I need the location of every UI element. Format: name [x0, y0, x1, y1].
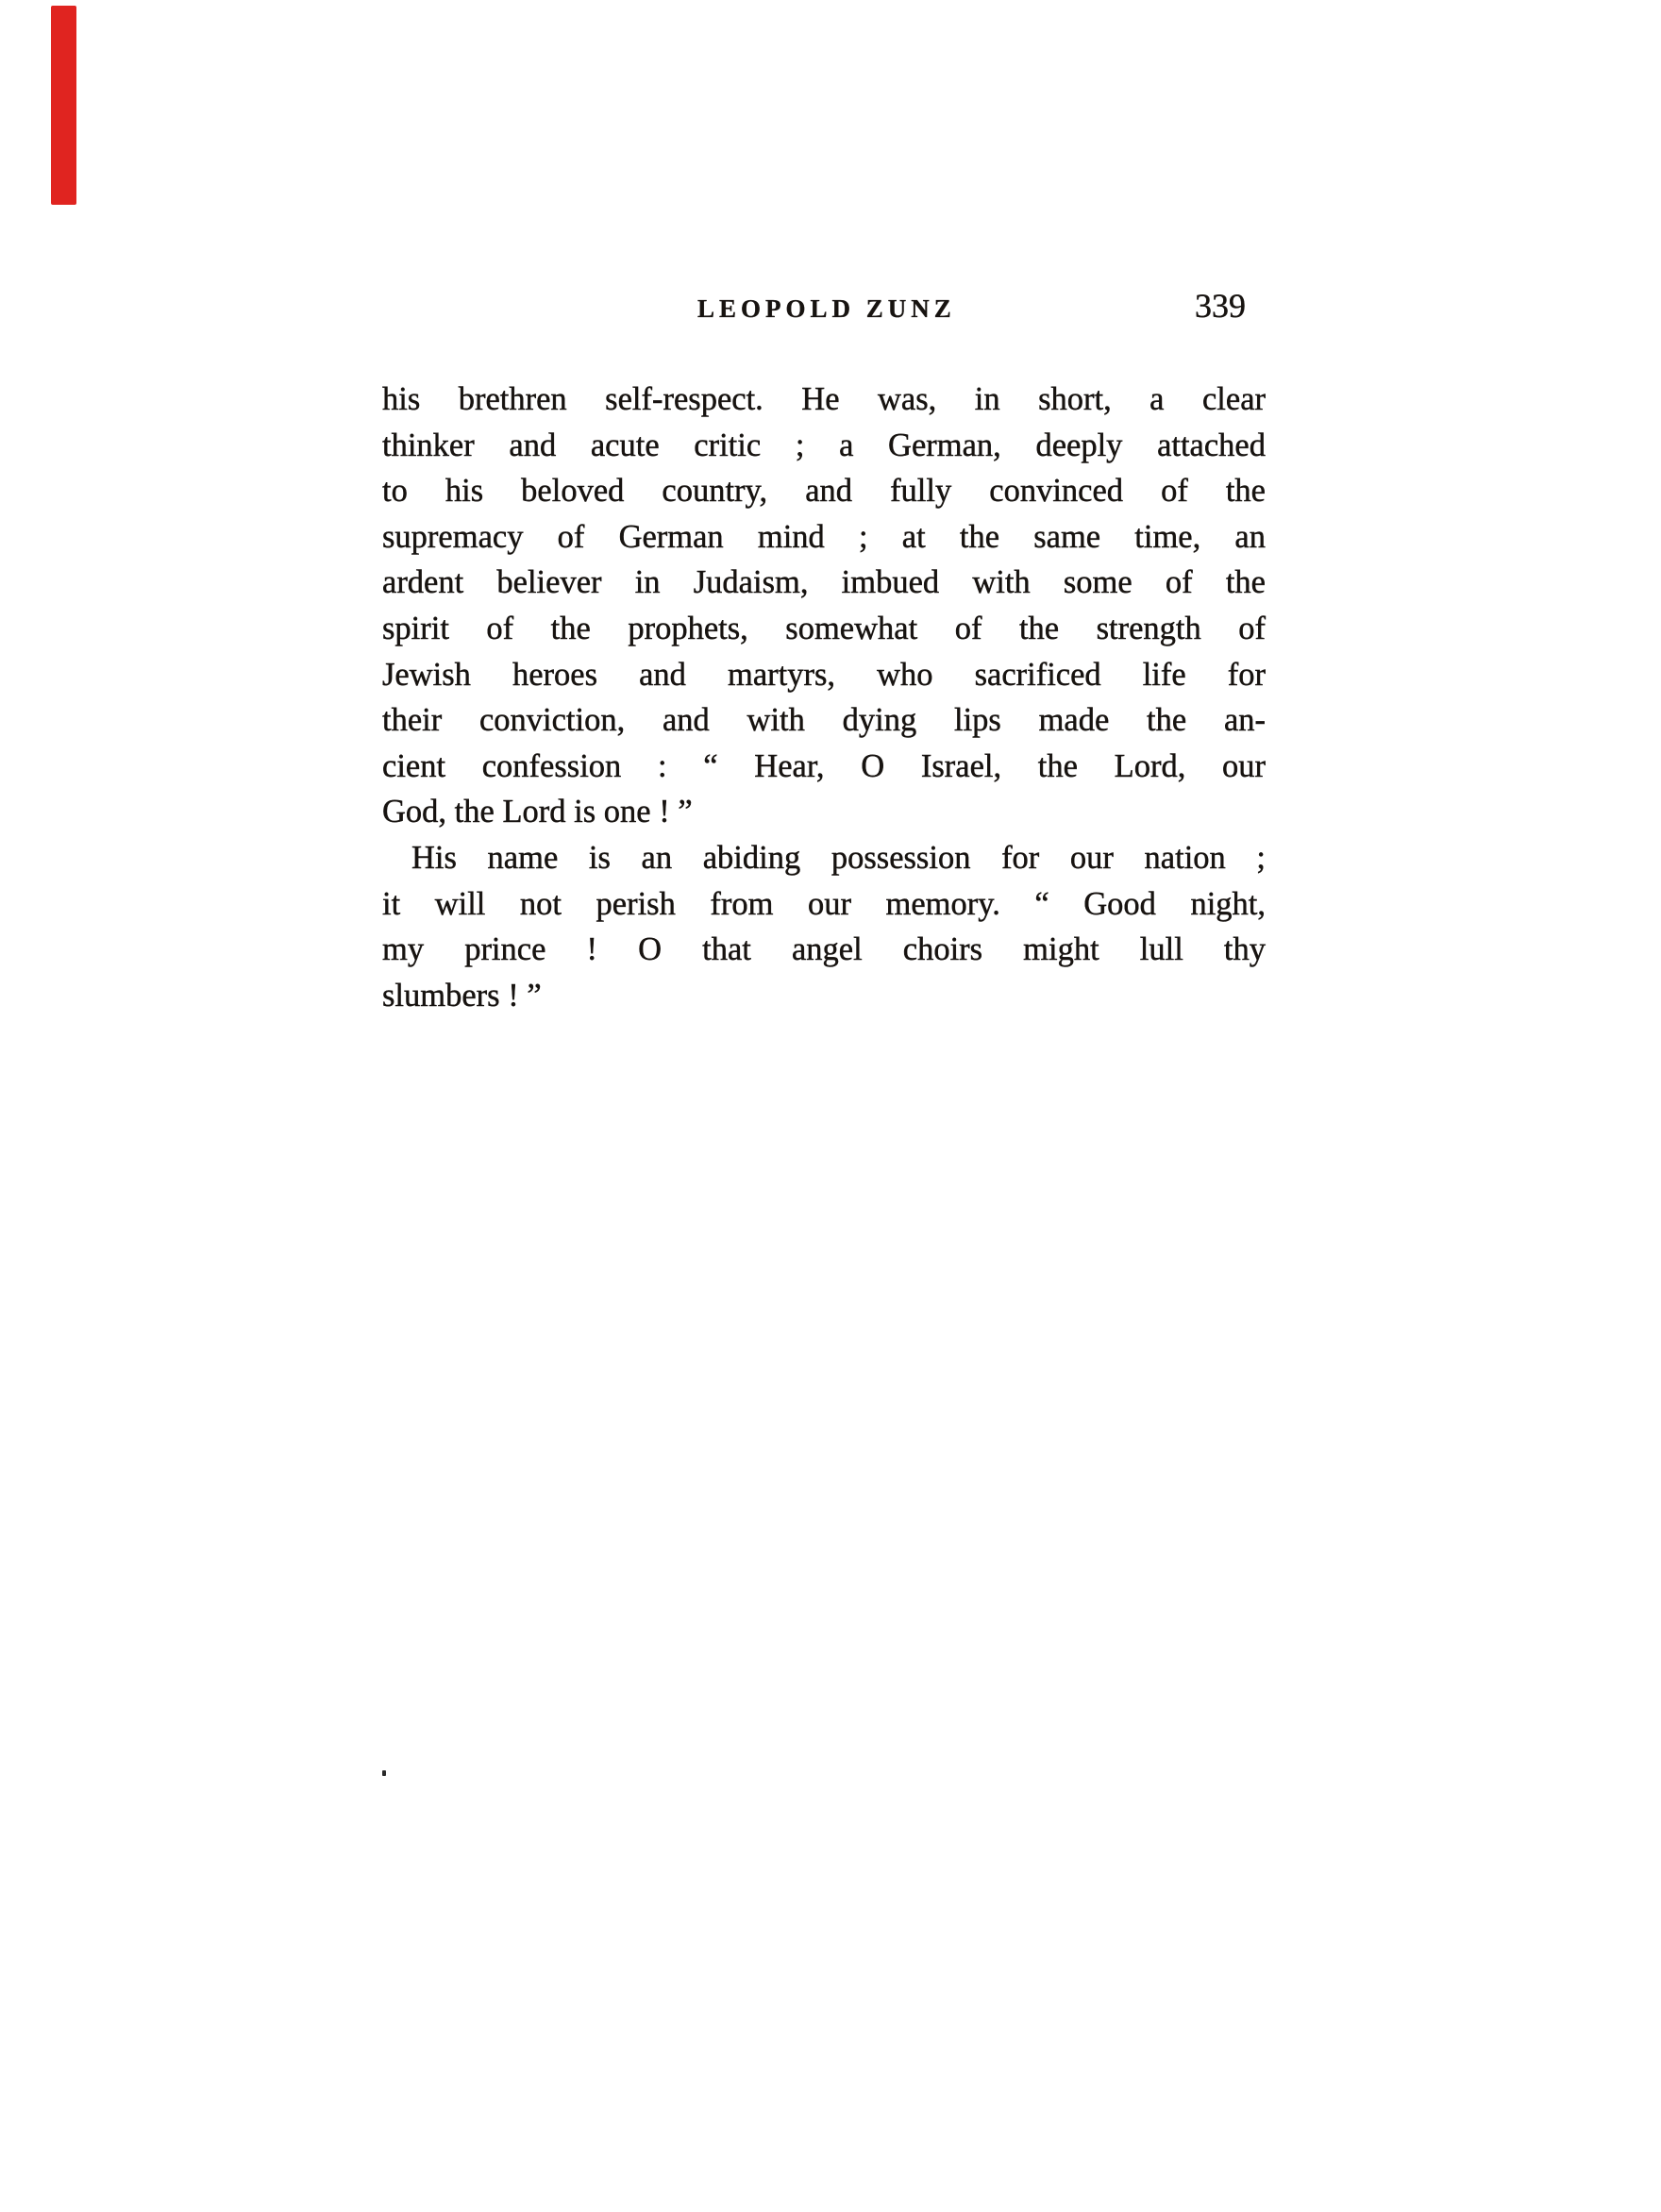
text-line: my prince ! O that angel choirs might lull thy: [382, 931, 1266, 968]
scan-artifact-red-bar: [51, 6, 76, 205]
text-line: it will not perish from our memory. “ Good night,: [382, 885, 1266, 922]
text-line: God, the Lord is one ! ”: [382, 794, 693, 830]
text-line: ardent believer in Judaism, imbued with some of the: [382, 564, 1266, 601]
text-line: to his beloved country, and fully convinced of the: [382, 473, 1266, 510]
text-line: his brethren self-respect. He was, in short, a clear: [382, 381, 1266, 417]
text-line: slumbers ! ”: [382, 977, 542, 1014]
text-line: cient confession : “ Hear, O Israel, the Lord, our: [382, 747, 1266, 784]
text-line: spirit of the prophets, somewhat of the strength of: [382, 610, 1266, 646]
running-head-title: LEOPOLD ZUNZ: [697, 294, 956, 323]
scan-artifact-ink-speck: [382, 1770, 386, 1776]
text-line: their conviction, and with dying lips made the an-: [382, 702, 1266, 739]
page-number: 339: [1195, 287, 1246, 325]
body-text-block: [382, 377, 1266, 1018]
text-line: supremacy of German mind ; at the same time, an: [382, 518, 1266, 555]
text-line: His name is an abiding possession for our nation ;: [411, 839, 1266, 876]
text-line: thinker and acute critic ; a German, deeply attached: [382, 427, 1266, 463]
text-line: Jewish heroes and martyrs, who sacrificed life for: [382, 656, 1266, 693]
